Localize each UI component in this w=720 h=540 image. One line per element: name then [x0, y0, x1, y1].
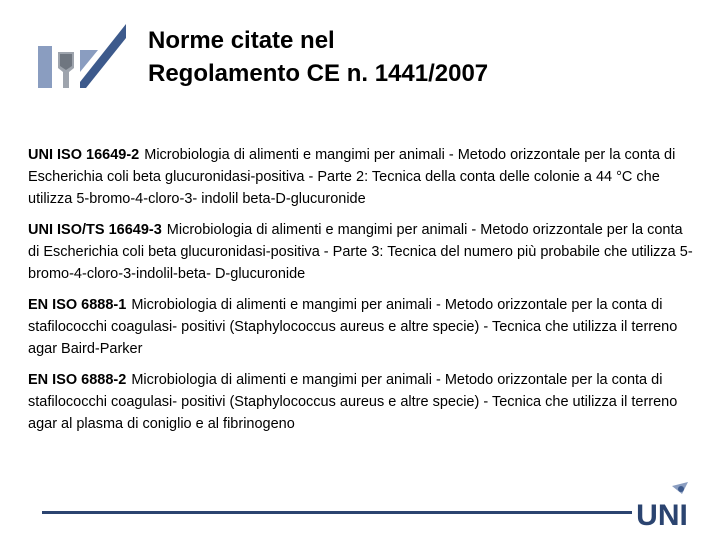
standards-list [28, 144, 696, 444]
uni-logo-text: UNI [636, 499, 688, 532]
standard-code: UNI ISO 16649-2 [28, 147, 140, 163]
standard-description: Microbiologia di alimenti e mangimi per animali - Metodo orizzontale per la conta di Escherichia coli beta glucuronidasi-positiva - Parte 3: Tecnica del numero più probabile che utilizza 5-bromo-4-cloro-3-indolil-beta- D-glucuronide [28, 222, 693, 282]
uni-emblem-icon [36, 22, 128, 98]
standard-code: EN ISO 6888-2 [28, 372, 127, 388]
standard-description: Microbiologia di alimenti e mangimi per animali - Metodo orizzontale per la conta di stafilococchi coagulasi- positivi (Staphylococcus aureus e altre specie) - Tecnica che utilizza il terreno agar Baird-Parker [28, 297, 678, 357]
standard-description: Microbiologia di alimenti e mangimi per animali - Metodo orizzontale per la conta di stafilococchi coagulasi- positivi (Staphylococcus aureus e altre specie) - Tecnica che utilizza il terreno agar al plasma di coniglio e al fibrinogeno [28, 372, 678, 432]
title-line-1: Norme citate nel [148, 27, 335, 54]
standard-item [28, 369, 696, 435]
footer-divider [42, 511, 632, 514]
uni-logo-icon [634, 482, 690, 532]
standard-item [28, 144, 696, 210]
standard-description: Microbiologia di alimenti e mangimi per animali - Metodo orizzontale per la conta di Escherichia coli beta glucuronidasi-positiva - Parte 2: Tecnica della conta delle colonie a 44 °C che utilizza 5-bromo-4-cloro-3- indolil beta-D-glucuronide [28, 147, 676, 207]
standard-item [28, 219, 696, 285]
page-title [148, 24, 488, 90]
title-line-2: Regolamento CE n. 1441/2007 [148, 60, 489, 87]
standard-code: EN ISO 6888-1 [28, 297, 127, 313]
standard-code: UNI ISO/TS 16649-3 [28, 222, 162, 238]
standard-item [28, 294, 696, 360]
